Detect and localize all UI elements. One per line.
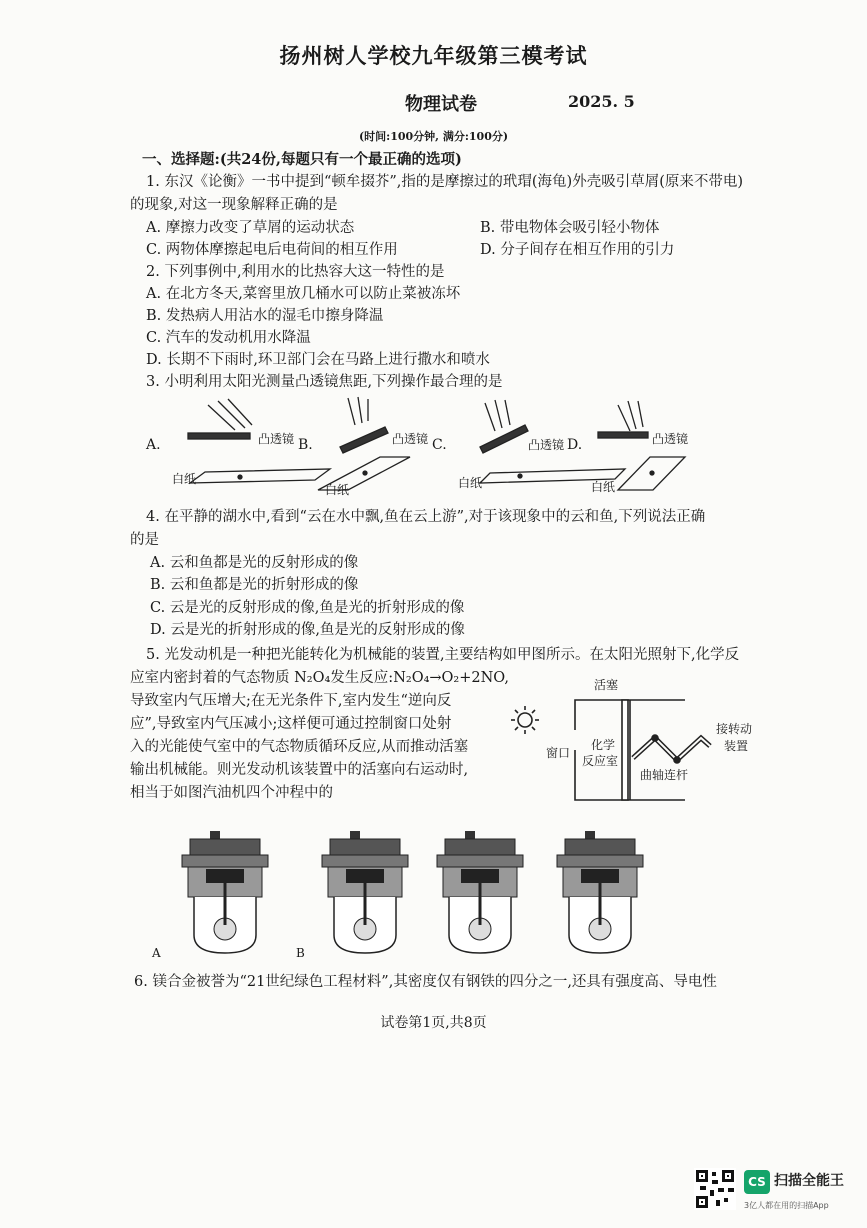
q5-label-drive-2: 装置 — [724, 739, 749, 753]
q5-stem-line2: 应室内密封着的气态物质 N₂O₄发生反应:N₂O₄→O₂+2NO, — [130, 670, 509, 686]
q3-paper-label-c: 白纸 — [458, 476, 483, 490]
q2-option-b: B. 发热病人用沾水的湿毛巾擦身降温 — [146, 308, 384, 324]
q4-option-d: D. 云是光的折射形成的像,鱼是光的反射形成的像 — [150, 622, 465, 638]
q3-paper-label-b: 白纸 — [325, 483, 350, 497]
q5-label-chamber-2: 反应室 — [582, 754, 619, 768]
exam-date: 2025. 5 — [568, 92, 635, 111]
q3-label-d: D. — [567, 437, 583, 453]
q3-lens-label-a: 凸透镜 — [258, 432, 295, 446]
q5-stem-line4: 应”,导致室内气压减小;这样便可通过控制窗口处射 — [130, 716, 452, 732]
q3-label-a: A. — [146, 437, 161, 453]
exam-title: 扬州树人学校九年级第三模考试 — [279, 43, 588, 68]
q5-engine-stroke-figures — [140, 825, 660, 965]
q2-option-c: C. 汽车的发动机用水降温 — [146, 330, 311, 346]
section-heading: 一、选择题:(共24份,每题只有一个最正确的选项) — [142, 151, 462, 168]
q3-label-b: B. — [298, 437, 313, 453]
engine-stroke-b — [322, 831, 408, 953]
q2-option-a: A. 在北方冬天,菜窖里放几桶水可以防止菜被冻坏 — [146, 286, 461, 302]
page-footer: 试卷第1页,共8页 — [380, 1015, 487, 1031]
q5-stem-line3: 导致室内气压增大;在无光条件下,室内发生“逆向反 — [130, 693, 452, 709]
q1-option-b: B. 带电物体会吸引轻小物体 — [480, 220, 660, 236]
q5-stem-line5: 入的光能使气室中的气态物质循环反应,从而推动活塞 — [130, 739, 469, 755]
q4-option-a: A. 云和鱼都是光的反射形成的像 — [150, 555, 359, 571]
qr-code-icon — [694, 1168, 736, 1210]
scanner-app-name: 扫描全能王 — [774, 1173, 844, 1189]
q2-option-d: D. 长期不下雨时,环卫部门会在马路上进行撒水和喷水 — [146, 352, 490, 368]
q3-paper-label-a: 白纸 — [172, 472, 197, 486]
q3-lens-label-b: 凸透镜 — [392, 432, 429, 446]
q4-option-c: C. 云是光的反射形成的像,鱼是光的折射形成的像 — [150, 600, 465, 616]
q1-option-d: D. 分子间存在相互作用的引力 — [480, 242, 675, 258]
q3-stem: 3. 小明利用太阳光测量凸透镜焦距,下列操作最合理的是 — [146, 374, 503, 390]
q5-stem-line7: 相当于如图汽油机四个冲程中的 — [130, 785, 333, 801]
q5-stem-line1: 5. 光发动机是一种把光能转化为机械能的装置,主要结构如甲图所示。在太阳光照射下,化学反 — [146, 647, 740, 663]
q6-stem-line1: 6. 镁合金被誉为“21世纪绿色工程材料”,其密度仅有钢铁的四分之一,还具有强度高、导电性 — [134, 974, 717, 990]
q1-option-c: C. 两物体摩擦起电后电荷间的相互作用 — [146, 242, 398, 258]
q1-stem-line1: 1. 东汉《论衡》一书中提到“顿牟掇芥”,指的是摩擦过的玳瑁(海龟)外壳吸引草屑(原来不带电) — [146, 174, 744, 190]
q5-label-drive-1: 接转动 — [716, 722, 753, 736]
q4-stem-line2: 的是 — [130, 532, 159, 548]
engine-stroke-c — [437, 831, 523, 953]
scanner-tagline: 3亿人都在用的扫描App — [744, 1201, 829, 1210]
exam-time-info: (时间:100分钟, 满分:100分) — [358, 130, 509, 143]
q5-stem-line6: 输出机械能。则光发动机该装置中的活塞向右运动时, — [130, 762, 469, 778]
q5-engine-label-b: B — [296, 946, 305, 960]
q5-label-crank: 曲轴连杆 — [640, 768, 689, 782]
q5-label-window: 窗口 — [546, 746, 571, 760]
q5-engine-label-a: A — [152, 946, 161, 960]
q3-lens-label-c: 凸透镜 — [528, 438, 565, 452]
q1-stem-line2: 的现象,对这一现象解释正确的是 — [130, 197, 338, 213]
q5-label-piston: 活塞 — [594, 678, 619, 692]
engine-stroke-a — [182, 831, 268, 953]
q3-lens-figures — [140, 395, 700, 500]
q3-label-c: C. — [432, 437, 447, 453]
q4-stem-line1: 4. 在平静的湖水中,看到“云在水中飘,鱼在云上游”,对于该现象中的云和鱼,下列说法正确 — [146, 509, 706, 525]
scanner-logo-icon: CS — [744, 1170, 770, 1194]
q3-paper-label-d: 白纸 — [591, 480, 616, 494]
q2-stem: 2. 下列事例中,利用水的比热容大这一特性的是 — [146, 264, 445, 280]
q3-lens-label-d: 凸透镜 — [652, 432, 689, 446]
q5-label-chamber-1: 化学 — [591, 738, 616, 752]
sun-icon — [511, 706, 539, 734]
q4-option-b: B. 云和鱼都是光的折射形成的像 — [150, 577, 359, 593]
q1-option-a: A. 摩擦力改变了草屑的运动状态 — [146, 220, 355, 236]
engine-stroke-d — [557, 831, 643, 953]
exam-subtitle: 物理试卷 — [405, 94, 477, 115]
